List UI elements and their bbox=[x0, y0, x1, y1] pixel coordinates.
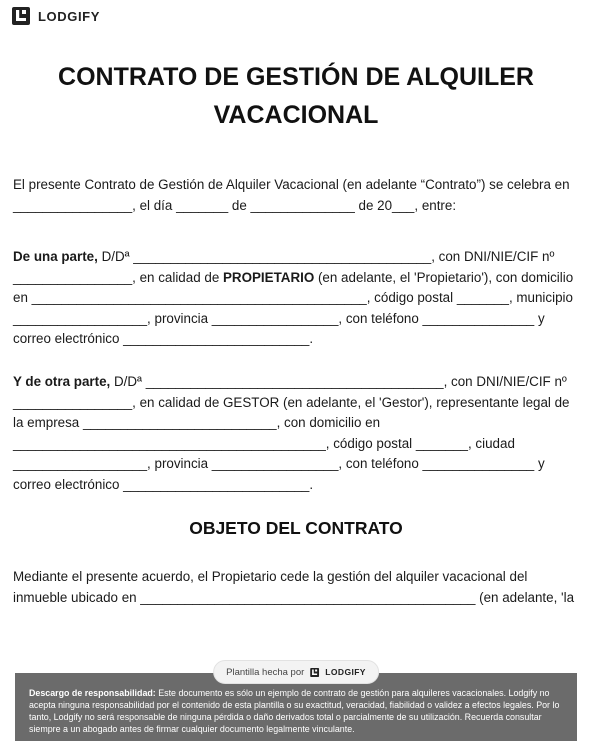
lodgify-logo-icon bbox=[12, 7, 30, 25]
party-1-text-a: D/Dª ________________________________________, con DNI/NIE/CIF nº ________________, en calidad de bbox=[13, 249, 555, 285]
made-with-badge[interactable] bbox=[213, 660, 379, 684]
header-logo[interactable] bbox=[12, 7, 100, 25]
party-1-paragraph bbox=[13, 247, 580, 350]
intro-paragraph: El presente Contrato de Gestión de Alquiler Vacacional (en adelante “Contrato”) se celebra en ________________, el día _______ de ______________ de 20___, entre: bbox=[13, 177, 570, 213]
logo-text: LODGIFY bbox=[38, 8, 100, 24]
title-line-2: VACACIONAL bbox=[213, 101, 379, 129]
party-2-text: D/Dª ________________________________________, con DNI/NIE/CIF nº ________________, en calidad de GESTOR (en adelante, el 'Gestor'), representante legal de la empresa __________________________, con domicilio en __________________________________________, código postal _______, ciudad __________________, provincia _________________, con teléfono _______________ y correo electrónico _________________________. bbox=[13, 374, 570, 492]
section-title-objeto: OBJETO DEL CONTRATO bbox=[189, 518, 403, 538]
lodgify-mini-logo-icon bbox=[310, 668, 319, 677]
disclaimer-text: Este documento es sólo un ejemplo de contrato de gestión para alquileres vacacionales. Lodgify no acepta ninguna responsabilidad por el contenido de esta plantilla o su exactitud, veracidad, fiabilidad o validez a efectos legales. Por lo tanto, Lodgify no será responsable de ninguna pérdida o daño derivados total o parcialmente de su utilización. Recuerda consultar siempre a un abogado antes de firmar cualquier documento legalmente vinculante. bbox=[29, 688, 560, 734]
party-1-label: De una parte, bbox=[13, 249, 98, 264]
party-1-role: PROPIETARIO bbox=[222, 269, 315, 285]
title-line-1: CONTRATO DE GESTIÓN DE ALQUILER bbox=[58, 63, 534, 91]
made-with-logo-text: LODGIFY bbox=[325, 667, 366, 677]
party-2-label: Y de otra parte, bbox=[13, 374, 111, 389]
object-paragraph: Mediante el presente acuerdo, el Propietario cede la gestión del alquiler vacacional del inmueble ubicado en _____________________________________________ (en adelante, 'la bbox=[13, 569, 575, 605]
party-1-text-b: (en adelante, el 'Propietario'), con domicilio en _____________________________________________, código postal _______, municipio __________________, provincia _________________, con teléfono _______________ y correo electrónico _________________________. bbox=[13, 269, 574, 346]
disclaimer-label: Descargo de responsabilidad: bbox=[29, 688, 156, 698]
party-2-paragraph bbox=[13, 372, 580, 495]
document-title bbox=[30, 58, 562, 134]
made-with-label: Plantilla hecha por bbox=[226, 666, 305, 678]
